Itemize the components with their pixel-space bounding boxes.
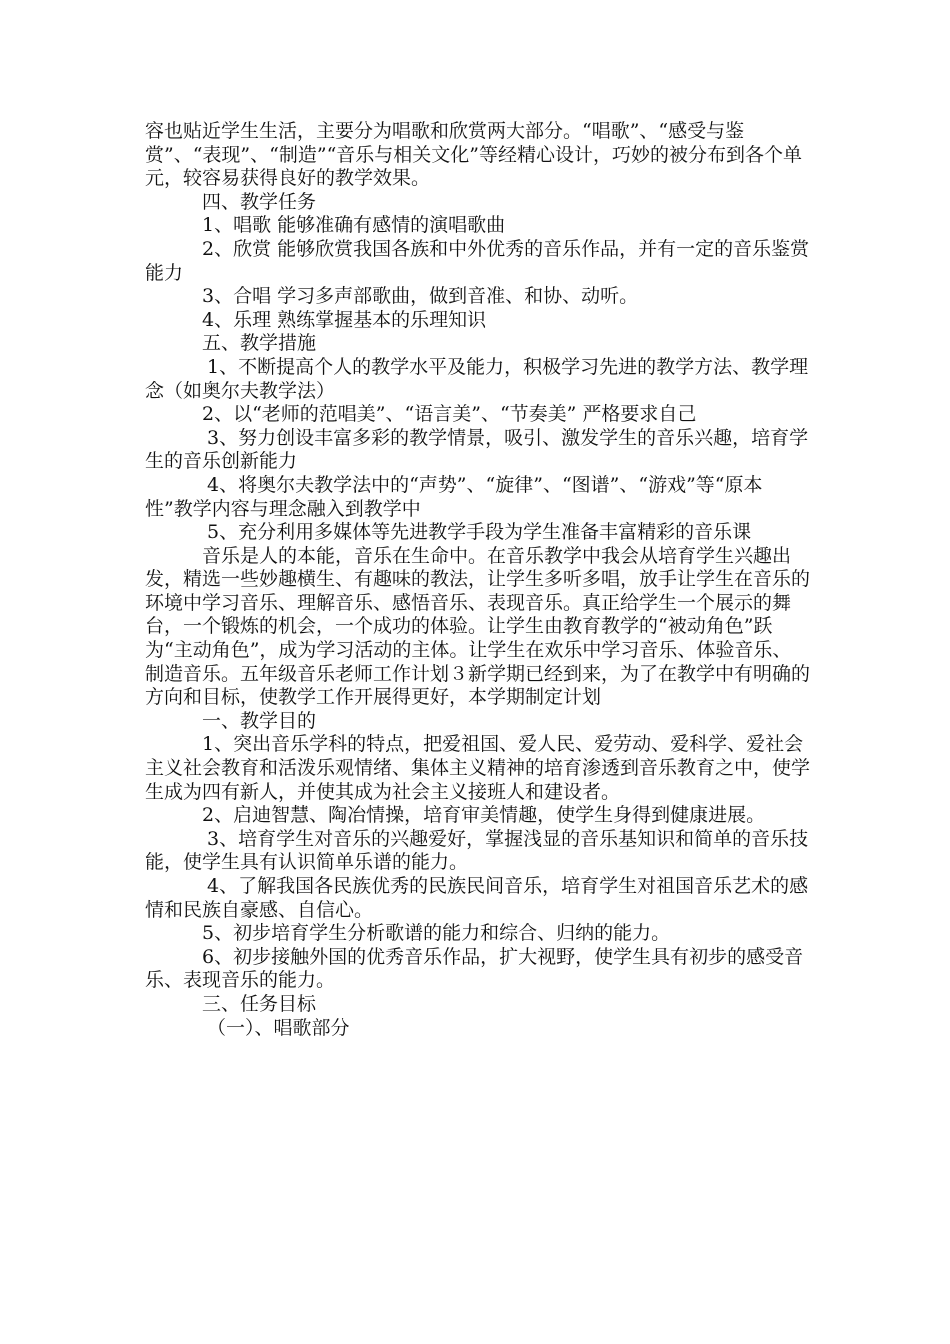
heading-teaching-measures: 五、教学措施 [202,332,317,355]
subheading-singing-part: （一）、唱歌部分 [207,1016,350,1039]
task-item-singing: 1、唱歌 能够准确有感情的演唱歌曲 [202,214,506,237]
heading-teaching-purpose: 一、教学目的 [202,709,317,732]
paragraph-music-instinct: 音乐是人的本能，音乐在生命中。在音乐教学中我会从培育学生兴趣出发，精选一些妙趣横生、有趣味的教法，让学生多听多唱，放手让学生在音乐的环境中学习音乐、理解音乐、感悟音乐、表现音乐。真正给学生一个展示的舞台，一个锻炼的机会，一个成功的体验。让学生由教育教学的“被动角色”跃为“主动角色”，成为学习活动的主体。让学生在欢乐中学习音乐、体验音乐、制造音乐。五年级音乐老师工作计划３新学期已经到来，为了在教学中有明确的方向和目标，使教学工作开展得更好，本学期制定计划 [145,544,811,709]
measure-item-1: 1、不断提高个人的教学水平及能力，积极学习先进的教学方法、教学理念（如奥尔夫教学法） [145,355,809,402]
purpose-item-1: 1、突出音乐学科的特点，把爱祖国、爱人民、爱劳动、爱科学、爱社会主义社会教育和活泼乐观情绪、集体主义精神的培育渗透到音乐教育之中，使学生成为四有新人，并使其成为社会主义接班人和建设者。 [145,733,811,803]
task-item-chorus: 3、合唱 学习多声部歌曲，做到音准、和协、动听。 [202,285,639,308]
measure-item-3: 3、努力创设丰富多彩的教学情景，吸引、激发学生的音乐兴趣，培育学生的音乐创新能力 [145,426,809,473]
document-page [145,120,810,1040]
purpose-item-4: 4、了解我国各民族优秀的民族民间音乐，培育学生对祖国音乐艺术的感情和民族自豪感、自信心。 [145,875,809,921]
task-item-music-theory: 4、乐理 熟练掌握基本的乐理知识 [202,308,487,331]
heading-task-goals: 三、任务目标 [202,992,317,1015]
measure-item-5: 5、充分利用多媒体等先进教学手段为学生准备丰富精彩的音乐课 [207,521,752,544]
purpose-item-2: 2、启迪智慧、陶冶情操，培育审美情趣，使学生身得到健康进展。 [202,804,766,827]
purpose-item-3: 3、培育学生对音乐的兴趣爱好，掌握浅显的音乐基知识和简单的音乐技能，使学生具有认识简单乐谱的能力。 [145,827,809,874]
measure-item-4: 4、将奥尔夫教学法中的“声势”、“旋律”、“图谱”、“游戏”等“原本性”教学内容与理念融入到教学中 [145,473,763,520]
purpose-item-6: 6、初步接触外国的优秀音乐作品，扩大视野，使学生具有初步的感受音乐、表现音乐的能力。 [145,945,804,992]
measure-item-2: 2、以“老师的范唱美”、“语言美”、“节奏美” 严格要求自己 [202,403,697,426]
heading-teaching-tasks: 四、教学任务 [202,190,317,213]
purpose-item-5: 5、初步培育学生分析歌谱的能力和综合、归纳的能力。 [202,922,671,945]
paragraph-intro-continued: 容也贴近学生生活，主要分为唱歌和欣赏两大部分。“唱歌”、“感受与鉴赏”、“表现”、“制造”“音乐与相关文化”等经精心设计，巧妙的被分布到各个单元，较容易获得良好的教学效果。 [145,120,802,190]
task-item-appreciation: 2、欣赏 能够欣赏我国各族和中外优秀的音乐作品，并有一定的音乐鉴赏能力 [145,237,810,284]
